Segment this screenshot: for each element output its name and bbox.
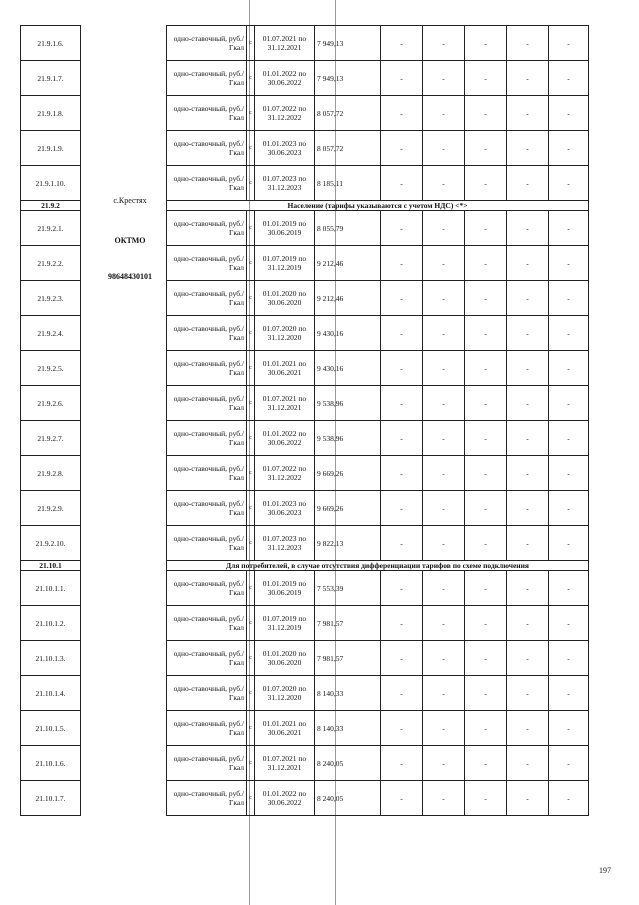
empty-value-cell: - — [507, 746, 549, 781]
tariff-type: одно-ставочный, руб./Гкал — [167, 166, 247, 201]
empty-value-cell: - — [423, 96, 465, 131]
empty-value-cell: - — [423, 166, 465, 201]
period: 01.01.2023 по 30.06.2023 — [255, 491, 315, 526]
table-row — [21, 641, 589, 676]
period-prefix: с — [247, 386, 255, 421]
period-prefix: с — [247, 421, 255, 456]
location-cell — [81, 676, 167, 711]
tariff-value: 7 981,57 — [315, 641, 381, 676]
empty-value-cell: - — [465, 96, 507, 131]
empty-value-cell: - — [507, 61, 549, 96]
table-row — [21, 456, 589, 491]
empty-value-cell: - — [465, 166, 507, 201]
empty-value-cell: - — [549, 316, 589, 351]
empty-value-cell: - — [507, 96, 549, 131]
location-cell — [81, 571, 167, 606]
period: 01.01.2021 по 30.06.2021 — [255, 351, 315, 386]
table-row — [21, 781, 589, 816]
empty-value-cell: - — [507, 676, 549, 711]
empty-value-cell: - — [507, 281, 549, 316]
row-number: 21.9.2.4. — [21, 316, 81, 351]
empty-value-cell: - — [381, 606, 423, 641]
empty-value-cell: - — [507, 606, 549, 641]
period-prefix: с — [247, 676, 255, 711]
page-number: 197 — [599, 866, 611, 875]
empty-value-cell: - — [549, 421, 589, 456]
tariff-value: 9 538,96 — [315, 386, 381, 421]
tariff-table — [20, 25, 589, 816]
empty-value-cell: - — [507, 526, 549, 561]
tariff-value: 7 553,39 — [315, 571, 381, 606]
empty-value-cell: - — [549, 526, 589, 561]
period: 01.01.2019 по 30.06.2019 — [255, 571, 315, 606]
empty-value-cell: - — [423, 676, 465, 711]
period: 01.01.2022 по 30.06.2022 — [255, 421, 315, 456]
period: 01.07.2019 по 31.12.2019 — [255, 606, 315, 641]
empty-value-cell: - — [381, 526, 423, 561]
empty-value-cell: - — [423, 421, 465, 456]
empty-value-cell: - — [549, 96, 589, 131]
empty-value-cell: - — [507, 781, 549, 816]
location-cell — [81, 781, 167, 816]
location-cell — [81, 606, 167, 641]
empty-value-cell: - — [507, 246, 549, 281]
empty-value-cell: - — [423, 61, 465, 96]
empty-value-cell: - — [381, 456, 423, 491]
period-prefix: с — [247, 211, 255, 246]
table-body — [21, 26, 589, 816]
table-row — [21, 96, 589, 131]
period: 01.01.2022 по 30.06.2022 — [255, 61, 315, 96]
tariff-type: одно-ставочный, руб./Гкал — [167, 711, 247, 746]
tariff-type: одно-ставочный, руб./Гкал — [167, 96, 247, 131]
table-row — [21, 386, 589, 421]
row-number: 21.10.1.1. — [21, 571, 81, 606]
tariff-type: одно-ставочный, руб./Гкал — [167, 746, 247, 781]
empty-value-cell: - — [465, 571, 507, 606]
empty-value-cell: - — [507, 211, 549, 246]
empty-value-cell: - — [549, 131, 589, 166]
empty-value-cell: - — [381, 571, 423, 606]
empty-value-cell: - — [465, 641, 507, 676]
period: 01.01.2020 по 30.06.2020 — [255, 641, 315, 676]
location-cell — [81, 641, 167, 676]
location-cell — [81, 561, 167, 571]
table-row — [21, 606, 589, 641]
tariff-value: 9 430,16 — [315, 316, 381, 351]
empty-value-cell: - — [549, 746, 589, 781]
table-row — [21, 316, 589, 351]
tariff-value: 8 057,72 — [315, 131, 381, 166]
empty-value-cell: - — [465, 316, 507, 351]
empty-value-cell: - — [423, 26, 465, 61]
tariff-value: 9 538,96 — [315, 421, 381, 456]
tariff-type: одно-ставочный, руб./Гкал — [167, 781, 247, 816]
location-cell — [81, 386, 167, 421]
tariff-type: одно-ставочный, руб./Гкал — [167, 131, 247, 166]
period: 01.07.2021 по 31.12.2021 — [255, 386, 315, 421]
tariff-type: одно-ставочный, руб./Гкал — [167, 26, 247, 61]
empty-value-cell: - — [423, 606, 465, 641]
row-number: 21.9.2.8. — [21, 456, 81, 491]
empty-value-cell: - — [381, 316, 423, 351]
empty-value-cell: - — [549, 61, 589, 96]
tariff-value: 8 140,33 — [315, 676, 381, 711]
location-cell — [81, 26, 167, 61]
location-cell — [81, 526, 167, 561]
empty-value-cell: - — [423, 781, 465, 816]
tariff-type: одно-ставочный, руб./Гкал — [167, 211, 247, 246]
empty-value-cell: - — [549, 166, 589, 201]
empty-value-cell: - — [381, 781, 423, 816]
location-cell — [81, 491, 167, 526]
period-prefix: с — [247, 526, 255, 561]
tariff-value: 7 949,13 — [315, 61, 381, 96]
table-row — [21, 351, 589, 386]
empty-value-cell: - — [423, 211, 465, 246]
empty-value-cell: - — [507, 421, 549, 456]
period-prefix: с — [247, 26, 255, 61]
period: 01.07.2020 по 31.12.2020 — [255, 316, 315, 351]
empty-value-cell: - — [465, 421, 507, 456]
tariff-type: одно-ставочный, руб./Гкал — [167, 351, 247, 386]
location-cell — [81, 281, 167, 316]
empty-value-cell: - — [381, 421, 423, 456]
empty-value-cell: - — [507, 641, 549, 676]
empty-value-cell: - — [507, 316, 549, 351]
tariff-value: 7 949,13 — [315, 26, 381, 61]
row-number: 21.9.2.7. — [21, 421, 81, 456]
empty-value-cell: - — [549, 676, 589, 711]
empty-value-cell: - — [381, 491, 423, 526]
empty-value-cell: - — [465, 491, 507, 526]
row-number: 21.9.1.10. — [21, 166, 81, 201]
empty-value-cell: - — [465, 246, 507, 281]
tariff-value: 9 212,46 — [315, 281, 381, 316]
empty-value-cell: - — [381, 386, 423, 421]
period: 01.07.2021 по 31.12.2021 — [255, 746, 315, 781]
empty-value-cell: - — [423, 746, 465, 781]
empty-value-cell: - — [549, 456, 589, 491]
tariff-value: 8 057,72 — [315, 96, 381, 131]
row-number: 21.9.2.6. — [21, 386, 81, 421]
row-number: 21.9.1.7. — [21, 61, 81, 96]
empty-value-cell: - — [549, 211, 589, 246]
table-row — [21, 571, 589, 606]
period: 01.07.2022 по 31.12.2022 — [255, 456, 315, 491]
tariff-type: одно-ставочный, руб./Гкал — [167, 246, 247, 281]
tariff-value: 9 430,16 — [315, 351, 381, 386]
tariff-type: одно-ставочный, руб./Гкал — [167, 61, 247, 96]
empty-value-cell: - — [423, 641, 465, 676]
empty-value-cell: - — [507, 711, 549, 746]
empty-value-cell: - — [423, 526, 465, 561]
empty-value-cell: - — [423, 281, 465, 316]
row-number: 21.10.1.7. — [21, 781, 81, 816]
oktmo-label: ОКТМО — [114, 236, 146, 245]
empty-value-cell: - — [381, 131, 423, 166]
period-prefix: с — [247, 246, 255, 281]
tariff-type: одно-ставочный, руб./Гкал — [167, 526, 247, 561]
empty-value-cell: - — [465, 386, 507, 421]
tariff-type: одно-ставочный, руб./Гкал — [167, 571, 247, 606]
period-prefix: с — [247, 606, 255, 641]
empty-value-cell: - — [549, 641, 589, 676]
empty-value-cell: - — [465, 606, 507, 641]
table-row — [21, 526, 589, 561]
empty-value-cell: - — [423, 246, 465, 281]
tariff-type: одно-ставочный, руб./Гкал — [167, 281, 247, 316]
period-prefix: с — [247, 781, 255, 816]
tariff-type: одно-ставочный, руб./Гкал — [167, 421, 247, 456]
period: 01.01.2023 по 30.06.2023 — [255, 131, 315, 166]
empty-value-cell: - — [549, 571, 589, 606]
row-number: 21.10.1.4. — [21, 676, 81, 711]
tariff-value: 9 212,46 — [315, 246, 381, 281]
tariff-value: 9 822,13 — [315, 526, 381, 561]
section-row — [21, 561, 589, 571]
table-row — [21, 421, 589, 456]
empty-value-cell: - — [549, 606, 589, 641]
location-block — [95, 196, 165, 205]
empty-value-cell: - — [381, 281, 423, 316]
empty-value-cell: - — [381, 711, 423, 746]
table-row — [21, 61, 589, 96]
empty-value-cell: - — [507, 456, 549, 491]
empty-value-cell: - — [549, 281, 589, 316]
table-row — [21, 281, 589, 316]
location-cell — [81, 131, 167, 166]
row-number: 21.9.2.10. — [21, 526, 81, 561]
empty-value-cell: - — [465, 781, 507, 816]
empty-value-cell: - — [381, 746, 423, 781]
empty-value-cell: - — [549, 26, 589, 61]
location-cell — [81, 746, 167, 781]
period: 01.07.2019 по 31.12.2019 — [255, 246, 315, 281]
empty-value-cell: - — [507, 571, 549, 606]
empty-value-cell: - — [423, 351, 465, 386]
row-number: 21.10.1.3. — [21, 641, 81, 676]
period: 01.01.2022 по 30.06.2022 — [255, 781, 315, 816]
empty-value-cell: - — [381, 351, 423, 386]
location-name: с.Крестях — [113, 196, 147, 205]
table-row — [21, 711, 589, 746]
period-prefix: с — [247, 711, 255, 746]
tariff-value: 9 669,26 — [315, 491, 381, 526]
empty-value-cell: - — [465, 281, 507, 316]
tariff-type: одно-ставочный, руб./Гкал — [167, 456, 247, 491]
period-prefix: с — [247, 96, 255, 131]
period-prefix: с — [247, 641, 255, 676]
empty-value-cell: - — [423, 711, 465, 746]
empty-value-cell: - — [507, 166, 549, 201]
tariff-value: 8 185,11 — [315, 166, 381, 201]
period: 01.01.2021 по 30.06.2021 — [255, 711, 315, 746]
empty-value-cell: - — [549, 351, 589, 386]
location-cell — [81, 96, 167, 131]
period-prefix: с — [247, 61, 255, 96]
empty-value-cell: - — [549, 491, 589, 526]
empty-value-cell: - — [381, 166, 423, 201]
section-title: Население (тарифы указываются с учетом НДС) <*> — [167, 201, 589, 211]
period: 01.07.2022 по 31.12.2022 — [255, 96, 315, 131]
row-number: 21.9.2.3. — [21, 281, 81, 316]
table-row — [21, 131, 589, 166]
period-prefix: с — [247, 571, 255, 606]
period: 01.07.2020 по 31.12.2020 — [255, 676, 315, 711]
location-cell — [81, 711, 167, 746]
empty-value-cell: - — [381, 96, 423, 131]
empty-value-cell: - — [465, 61, 507, 96]
row-number: 21.10.1.2. — [21, 606, 81, 641]
tariff-type: одно-ставочный, руб./Гкал — [167, 491, 247, 526]
table-row — [21, 676, 589, 711]
period: 01.07.2021 по 31.12.2021 — [255, 26, 315, 61]
empty-value-cell: - — [549, 246, 589, 281]
tariff-value: 8 140,33 — [315, 711, 381, 746]
tariff-value: 8 240,05 — [315, 746, 381, 781]
empty-value-cell: - — [465, 746, 507, 781]
empty-value-cell: - — [549, 386, 589, 421]
period-prefix: с — [247, 491, 255, 526]
empty-value-cell: - — [465, 351, 507, 386]
tariff-type: одно-ставочный, руб./Гкал — [167, 606, 247, 641]
empty-value-cell: - — [465, 676, 507, 711]
empty-value-cell: - — [465, 711, 507, 746]
row-number: 21.10.1 — [21, 561, 81, 571]
table-row — [21, 26, 589, 61]
tariff-type: одно-ставочный, руб./Гкал — [167, 386, 247, 421]
period-prefix: с — [247, 281, 255, 316]
period-prefix: с — [247, 131, 255, 166]
empty-value-cell: - — [507, 491, 549, 526]
empty-value-cell: - — [423, 131, 465, 166]
empty-value-cell: - — [465, 211, 507, 246]
empty-value-cell: - — [381, 61, 423, 96]
row-number: 21.9.1.9. — [21, 131, 81, 166]
empty-value-cell: - — [381, 676, 423, 711]
period: 01.07.2023 по 31.12.2023 — [255, 166, 315, 201]
location-cell — [81, 61, 167, 96]
period-prefix: с — [247, 316, 255, 351]
empty-value-cell: - — [507, 26, 549, 61]
row-number: 21.9.2.9. — [21, 491, 81, 526]
row-number: 21.9.1.8. — [21, 96, 81, 131]
period: 01.01.2020 по 30.06.2020 — [255, 281, 315, 316]
row-number: 21.9.2.2. — [21, 246, 81, 281]
row-number: 21.10.1.5. — [21, 711, 81, 746]
tariff-value: 8 055,79 — [315, 211, 381, 246]
empty-value-cell: - — [549, 781, 589, 816]
empty-value-cell: - — [465, 526, 507, 561]
oktmo-code-block — [95, 272, 165, 281]
empty-value-cell: - — [381, 211, 423, 246]
location-cell — [81, 316, 167, 351]
row-number: 21.9.2.1. — [21, 211, 81, 246]
row-number: 21.9.2 — [21, 201, 81, 211]
location-cell — [81, 456, 167, 491]
period-prefix: с — [247, 746, 255, 781]
row-number: 21.10.1.6. — [21, 746, 81, 781]
tariff-type: одно-ставочный, руб./Гкал — [167, 316, 247, 351]
empty-value-cell: - — [549, 711, 589, 746]
empty-value-cell: - — [465, 456, 507, 491]
empty-value-cell: - — [507, 131, 549, 166]
period-prefix: с — [247, 351, 255, 386]
table-row — [21, 491, 589, 526]
table-row — [21, 746, 589, 781]
empty-value-cell: - — [423, 456, 465, 491]
empty-value-cell: - — [423, 386, 465, 421]
empty-value-cell: - — [381, 246, 423, 281]
empty-value-cell: - — [381, 641, 423, 676]
tariff-value: 8 240,05 — [315, 781, 381, 816]
period-prefix: с — [247, 456, 255, 491]
oktmo-label-block — [95, 236, 165, 245]
empty-value-cell: - — [423, 571, 465, 606]
empty-value-cell: - — [465, 26, 507, 61]
empty-value-cell: - — [423, 491, 465, 526]
row-number: 21.9.2.5. — [21, 351, 81, 386]
period-prefix: с — [247, 166, 255, 201]
period: 01.01.2019 по 30.06.2019 — [255, 211, 315, 246]
section-title: Для потребителей, в случае отсутствия дифференциации тарифов по схеме подключения — [167, 561, 589, 571]
empty-value-cell: - — [465, 131, 507, 166]
period: 01.07.2023 по 31.12.2023 — [255, 526, 315, 561]
location-cell — [81, 421, 167, 456]
oktmo-code: 98648430101 — [108, 272, 152, 281]
tariff-type: одно-ставочный, руб./Гкал — [167, 676, 247, 711]
empty-value-cell: - — [507, 351, 549, 386]
empty-value-cell: - — [381, 26, 423, 61]
tariff-value: 7 981,57 — [315, 606, 381, 641]
empty-value-cell: - — [423, 316, 465, 351]
location-cell — [81, 351, 167, 386]
row-number: 21.9.1.6. — [21, 26, 81, 61]
tariff-value: 9 669,26 — [315, 456, 381, 491]
tariff-type: одно-ставочный, руб./Гкал — [167, 641, 247, 676]
empty-value-cell: - — [507, 386, 549, 421]
